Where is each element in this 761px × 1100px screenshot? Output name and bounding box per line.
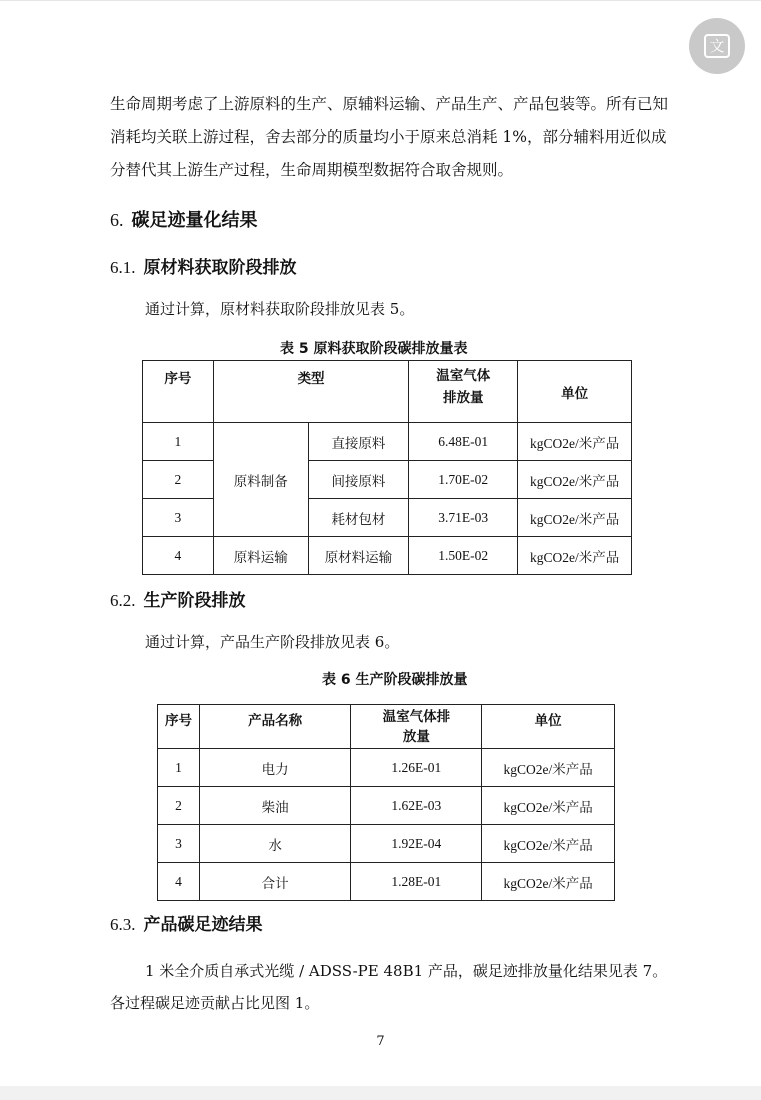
translate-button[interactable] xyxy=(689,18,745,74)
table6-caption: 表 6 生产阶段碳排放量 xyxy=(322,672,468,688)
cell-item: 直接原料 xyxy=(308,423,409,461)
section-6-1-text: 通过计算，原材料获取阶段排放见表 5。 xyxy=(145,300,415,318)
cell-name: 柴油 xyxy=(199,787,351,825)
section-6-2-text: 通过计算，产品生产阶段排放见表 6。 xyxy=(145,633,400,651)
header-type: 类型 xyxy=(213,361,408,423)
cell-unit: kgCO2e/米产品 xyxy=(518,461,632,499)
header-ghg: 温室气体排放量 xyxy=(351,705,482,749)
cell-seq: 2 xyxy=(143,461,214,499)
section-number: 6.2. xyxy=(110,591,136,610)
translate-icon: 文 xyxy=(704,34,730,58)
cell-unit: kgCO2e/米产品 xyxy=(482,787,615,825)
cell-item: 耗材包材 xyxy=(308,499,409,537)
cell-unit: kgCO2e/米产品 xyxy=(518,537,632,575)
cell-unit: kgCO2e/米产品 xyxy=(482,825,615,863)
cell-value: 3.71E-03 xyxy=(409,499,518,537)
section-title: 产品碳足迹结果 xyxy=(143,915,263,935)
cell-seq: 2 xyxy=(158,787,200,825)
header-ghg: 温室气体排放量 xyxy=(409,361,518,423)
table5-caption: 表 5 原料获取阶段碳排放量表 xyxy=(280,341,468,357)
table-row xyxy=(158,863,615,901)
section-title: 生产阶段排放 xyxy=(143,591,246,611)
section-6-1-heading xyxy=(110,253,297,278)
cell-value: 6.48E-01 xyxy=(409,423,518,461)
section-number: 6.1. xyxy=(110,258,136,277)
section-number: 6.3. xyxy=(110,915,136,934)
cell-unit: kgCO2e/米产品 xyxy=(482,749,615,787)
top-divider xyxy=(0,0,761,1)
cell-value: 1.62E-03 xyxy=(351,787,482,825)
table5 xyxy=(142,360,632,575)
cell-seq: 4 xyxy=(158,863,200,901)
header-unit: 单位 xyxy=(482,705,615,749)
cell-seq: 3 xyxy=(143,499,214,537)
cell-name: 水 xyxy=(199,825,351,863)
cell-value: 1.50E-02 xyxy=(409,537,518,575)
header-seq: 序号 xyxy=(143,361,214,423)
table-row xyxy=(158,787,615,825)
header-name: 产品名称 xyxy=(199,705,351,749)
table-row xyxy=(143,423,632,461)
table-row xyxy=(143,537,632,575)
header-seq: 序号 xyxy=(158,705,200,749)
cell-seq: 4 xyxy=(143,537,214,575)
header-unit: 单位 xyxy=(518,361,632,423)
cell-item: 原材料运输 xyxy=(308,537,409,575)
cell-group: 原料运输 xyxy=(213,537,308,575)
cell-unit: kgCO2e/米产品 xyxy=(518,423,632,461)
cell-name: 电力 xyxy=(199,749,351,787)
cell-group: 原料制备 xyxy=(213,423,308,537)
section-6-3-line2: 各过程碳足迹贡献占比见图 1。 xyxy=(110,994,320,1012)
section-title: 原材料获取阶段排放 xyxy=(143,258,297,278)
table-row xyxy=(158,825,615,863)
intro-paragraph: 生命周期考虑了上游原料的生产、原辅料运输、产品生产、产品包装等。所有已知消耗均关联上游过程，舍去部分的质量均小于原来总消耗 1%，部分辅料用近似成分替代其上游生产过程，生命周期模型数据符合取舍规则。 xyxy=(110,95,669,179)
cell-value: 1.28E-01 xyxy=(351,863,482,901)
cell-seq: 1 xyxy=(143,423,214,461)
section-number: 6. xyxy=(110,210,124,230)
section-6-3-heading xyxy=(110,910,263,935)
cell-value: 1.70E-02 xyxy=(409,461,518,499)
page-number: 7 xyxy=(376,1034,385,1049)
table-header-row xyxy=(143,361,632,423)
cell-value: 1.26E-01 xyxy=(351,749,482,787)
section-6-2-heading xyxy=(110,586,246,611)
section-6-3-line1: 1 米全介质自承式光缆 / ADSS-PE 48B1 产品，碳足迹排放量化结果见表 7。 xyxy=(145,962,668,980)
section-title: 碳足迹量化结果 xyxy=(131,210,258,231)
cell-seq: 1 xyxy=(158,749,200,787)
table-row xyxy=(158,749,615,787)
bottom-band xyxy=(0,1086,761,1100)
table-header-row xyxy=(158,705,615,749)
cell-value: 1.92E-04 xyxy=(351,825,482,863)
cell-seq: 3 xyxy=(158,825,200,863)
table6 xyxy=(157,704,615,901)
cell-item: 间接原料 xyxy=(308,461,409,499)
section-6-heading xyxy=(110,206,258,232)
cell-unit: kgCO2e/米产品 xyxy=(518,499,632,537)
cell-name: 合计 xyxy=(199,863,351,901)
cell-unit: kgCO2e/米产品 xyxy=(482,863,615,901)
